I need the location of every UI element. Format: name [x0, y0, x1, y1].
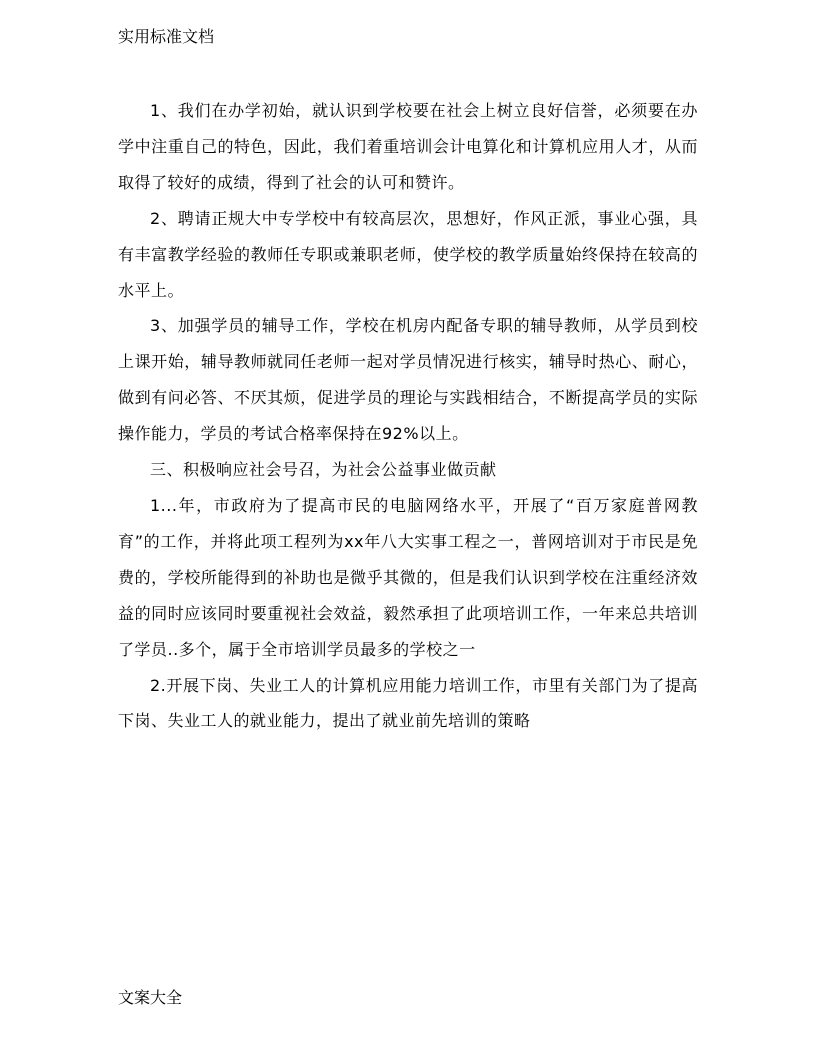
paragraph-2: 2、聘请正规大中专学校中有较高层次，思想好，作风正派，事业心强，具有丰富教学经验的教师任专职或兼职老师，使学校的教学质量始终保持在较高的水平上。 [118, 208, 698, 300]
page-footer: 文案大全 [118, 988, 183, 1007]
paragraph-5: 2.开展下岗、失业工人的计算机应用能力培训工作，市里有关部门为了提高下岗、失业工人的就业能力，提出了就业前先培训的策略 [118, 675, 698, 731]
section-heading: 三、积极响应社会号召，为社会公益事业做贡献 [150, 460, 497, 480]
document-body [118, 93, 698, 739]
paragraph-3: 3、加强学员的辅导工作，学校在机房内配备专职的辅导教师，从学员到校上课开始，辅导教师就同任老师一起对学员情况进行核实，辅导时热心、耐心，做到有问必答、不厌其烦，促进学员的理论与实践相结合，不断提高学员的实际操作能力，学员的考试合格率保持在92%以上。 [118, 316, 698, 444]
paragraph-4: 1...年，市政府为了提高市民的电脑网络水平，开展了“百万家庭普网教育”的工作，并将此项工程列为xx年八大实事工程之一，普网培训对于市民是免费的，学校所能得到的补助也是微乎其微的，但是我们认识到学校在注重经济效益的同时应该同时要重视社会效益，毅然承担了此项培训工作，一年来总共培训了学员..多个，属于全市培训学员最多的学校之一 [118, 495, 698, 659]
page-header: 实用标准文档 [118, 27, 215, 46]
paragraph-1: 1、我们在办学初始，就认识到学校要在社会上树立良好信誉，必须要在办学中注重自己的特色，因此，我们着重培训会计电算化和计算机应用人才，从而取得了较好的成绩，得到了社会的认可和赞许。 [118, 101, 698, 192]
